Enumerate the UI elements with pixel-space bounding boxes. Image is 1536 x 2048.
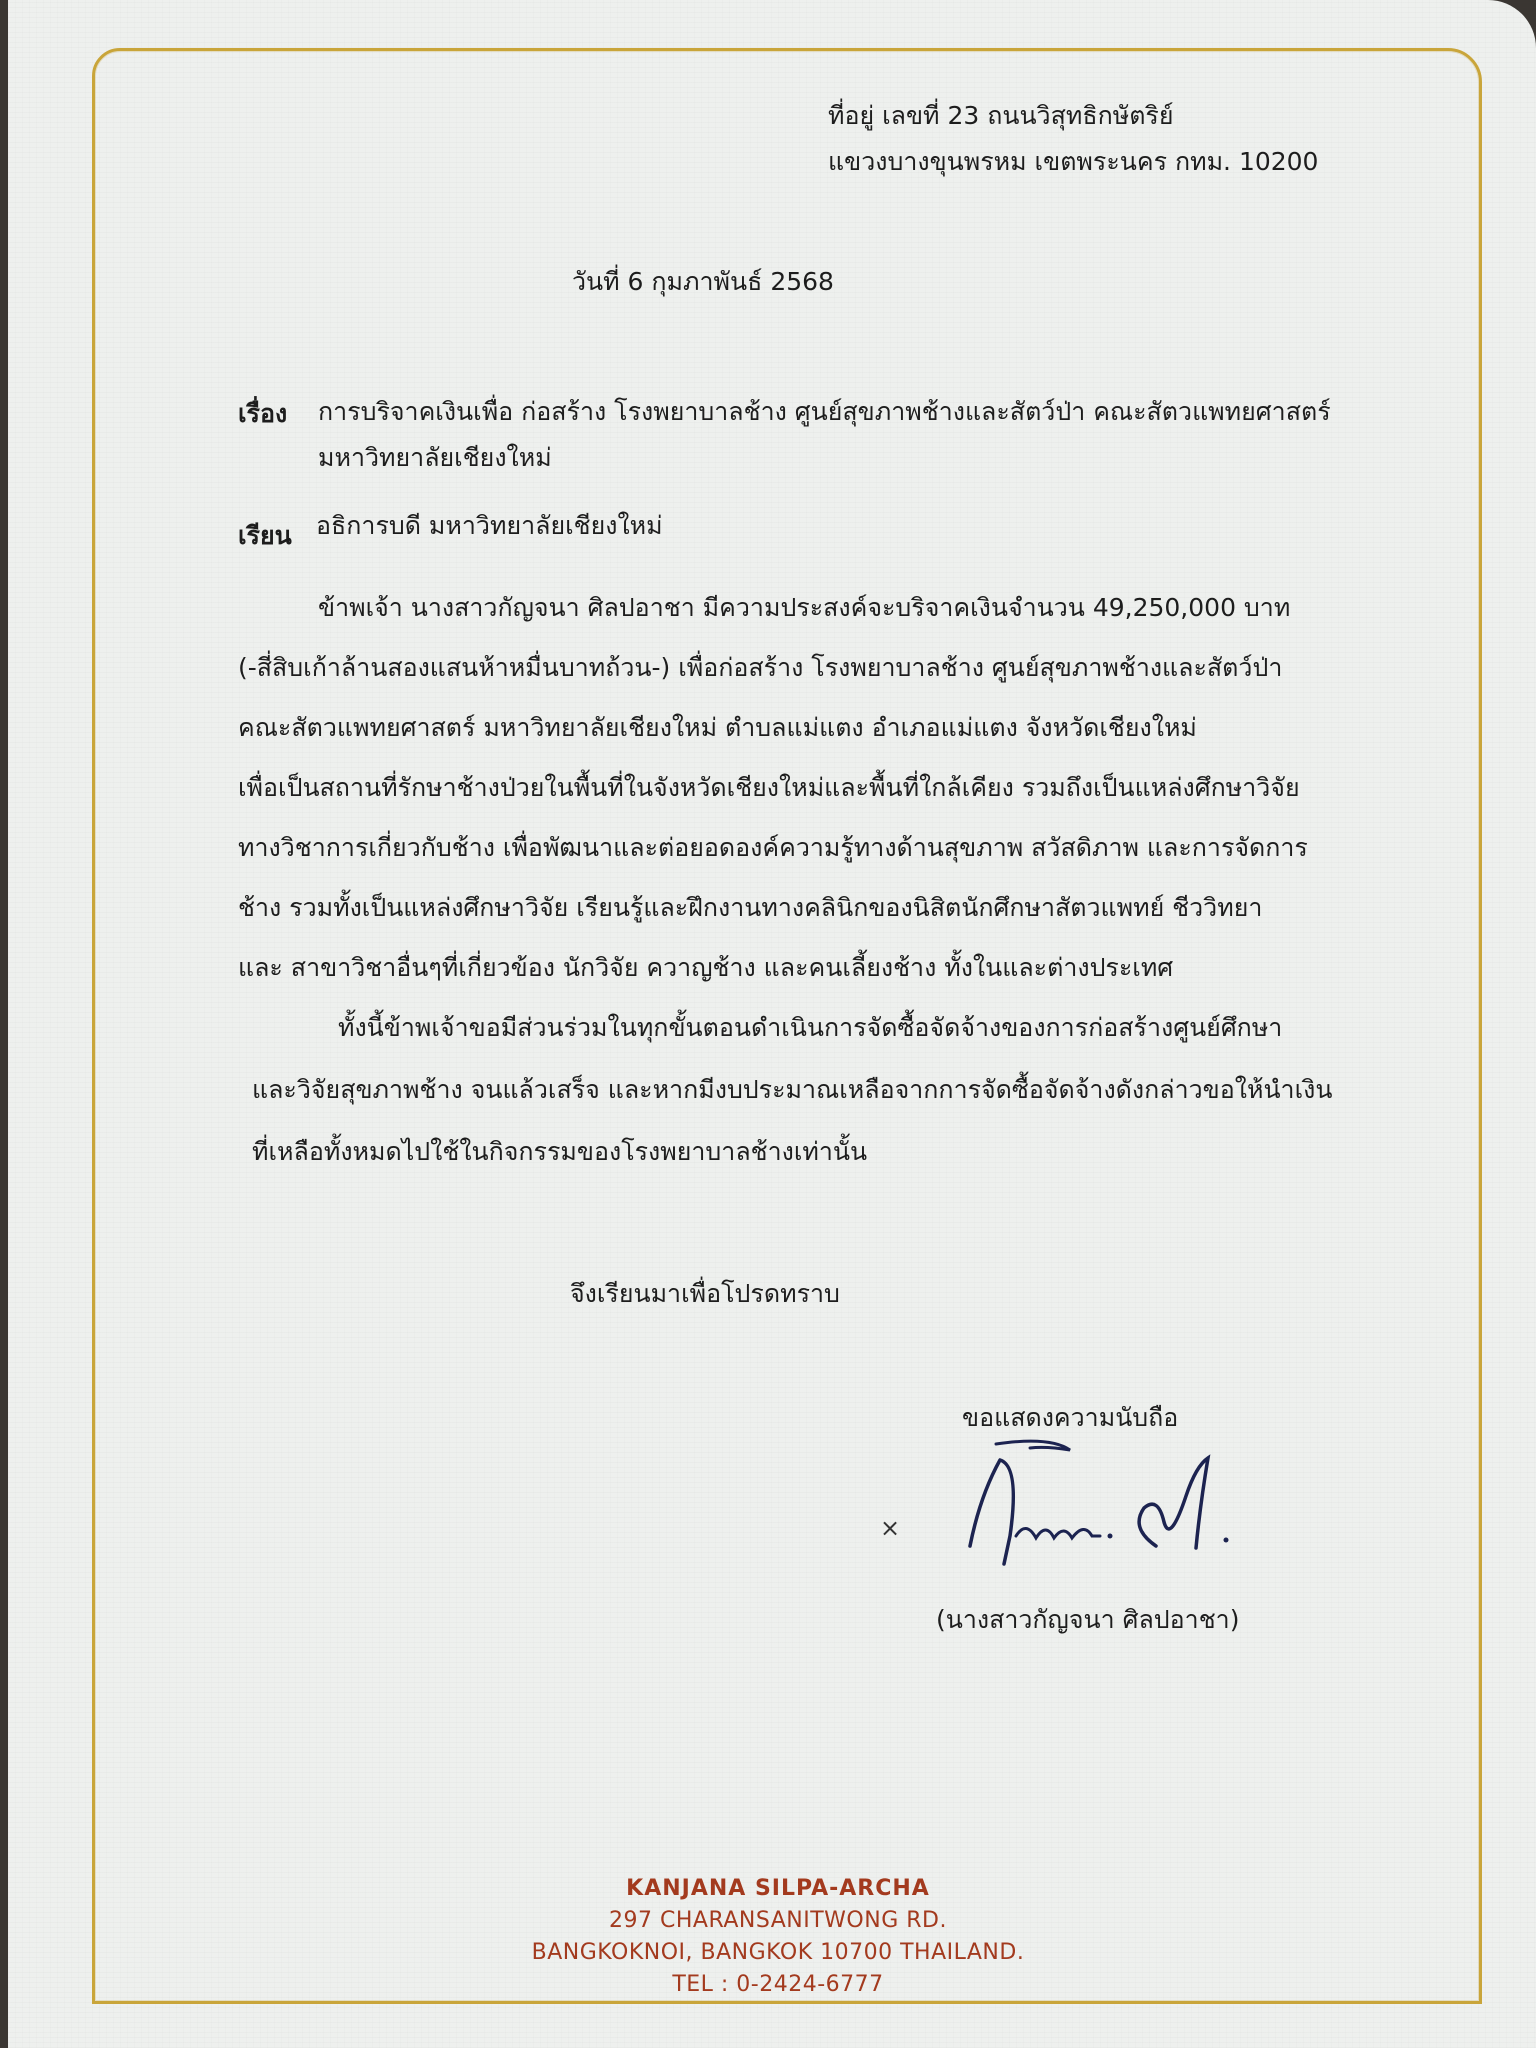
- recipient-label: เรียน: [238, 521, 292, 550]
- body-line: ช้าง รวมทั้งเป็นแหล่งศึกษาวิจัย เรียนรู้และฝึกงานทางคลินิกของนิสิตนักศึกษาสัตวแพทย์ ชีววิทยา: [238, 893, 1263, 922]
- body-line: เพื่อเป็นสถานที่รักษาช้างป่วยในพื้นที่ในจังหวัดเชียงใหม่และพื้นที่ใกล้เคียง รวมถึงเป็นแหล่งศึกษาวิจัย: [238, 773, 1300, 802]
- body-line: คณะสัตวแพทยศาสตร์ มหาวิทยาลัยเชียงใหม่ ตำบลแม่แตง อำเภอแม่แตง จังหวัดเชียงใหม่: [238, 713, 1197, 742]
- subject-line-2: มหาวิทยาลัยเชียงใหม่: [318, 443, 552, 472]
- signature-x-mark: ×: [880, 1514, 901, 1542]
- handwritten-signature: [960, 1436, 1280, 1576]
- letter-date: วันที่ 6 กุมภาพันธ์ 2568: [572, 267, 834, 296]
- closing-line: จึงเรียนมาเพื่อโปรดทราบ: [570, 1279, 840, 1308]
- body-line: ทางวิชาการเกี่ยวกับช้าง เพื่อพัฒนาและต่อยอดองค์ความรู้ทางด้านสุขภาพ สวัสดิภาพ และการจัดการ: [238, 833, 1308, 862]
- letterhead-address-1: [0, 1908, 1536, 1933]
- signatory-name: (นางสาวกัญจนา ศิลปอาชา): [936, 1605, 1240, 1634]
- letterhead-name-text: KANJANA SILPA-ARCHA: [626, 1876, 930, 1901]
- address-line-1: ที่อยู่ เลขที่ 23 ถนนวิสุทธิกษัตริย์: [828, 101, 1174, 130]
- body-line: ทั้งนี้ข้าพเจ้าขอมีส่วนร่วมในทุกขั้นตอนดำเนินการจัดซื้อจัดจ้างของการก่อสร้างศูนย์ศึกษา: [338, 1013, 1283, 1042]
- letterhead-name: [0, 1876, 1536, 1901]
- letterhead-telephone-text: TEL : 0-2424-6777: [672, 1972, 884, 1997]
- letterhead-address-2: [0, 1940, 1536, 1965]
- subject-label: เรื่อง: [238, 399, 288, 428]
- body-line: ที่เหลือทั้งหมดไปใช้ในกิจกรรมของโรงพยาบาลช้างเท่านั้น: [252, 1137, 868, 1166]
- body-line: (-สี่สิบเก้าล้านสองแสนห้าหมื่นบาทถ้วน-) เพื่อก่อสร้าง โรงพยาบาลช้าง ศูนย์สุขภาพช้างและสัตว์ป่า: [238, 653, 1283, 682]
- letterhead-address-2-text: BANGKOKNOI, BANGKOK 10700 THAILAND.: [531, 1940, 1025, 1965]
- body-line: ข้าพเจ้า นางสาวกัญจนา ศิลปอาชา มีความประสงค์จะบริจาคเงินจำนวน 49,250,000 บาท: [318, 593, 1291, 622]
- body-line: และ สาขาวิชาอื่นๆที่เกี่ยวข้อง นักวิจัย ควาญช้าง และคนเลี้ยงช้าง ทั้งในและต่างประเทศ: [238, 953, 1174, 982]
- recipient-text: อธิการบดี มหาวิทยาลัยเชียงใหม่: [316, 511, 663, 540]
- regards-text: ขอแสดงความนับถือ: [962, 1403, 1179, 1432]
- address-line-2: แขวงบางขุนพรหม เขตพระนคร กทม. 10200: [828, 147, 1319, 176]
- letterhead-address-1-text: 297 CHARANSANITWONG RD.: [609, 1908, 947, 1933]
- subject-line-1: การบริจาคเงินเพื่อ ก่อสร้าง โรงพยาบาลช้าง ศูนย์สุขภาพช้างและสัตว์ป่า คณะสัตวแพทยศาสตร์: [318, 397, 1331, 426]
- body-line: และวิจัยสุขภาพช้าง จนแล้วเสร็จ และหากมีงบประมาณเหลือจากการจัดซื้อจัดจ้างดังกล่าวขอให้นำเงิน: [252, 1075, 1333, 1104]
- letterhead-telephone: [0, 1972, 1536, 1997]
